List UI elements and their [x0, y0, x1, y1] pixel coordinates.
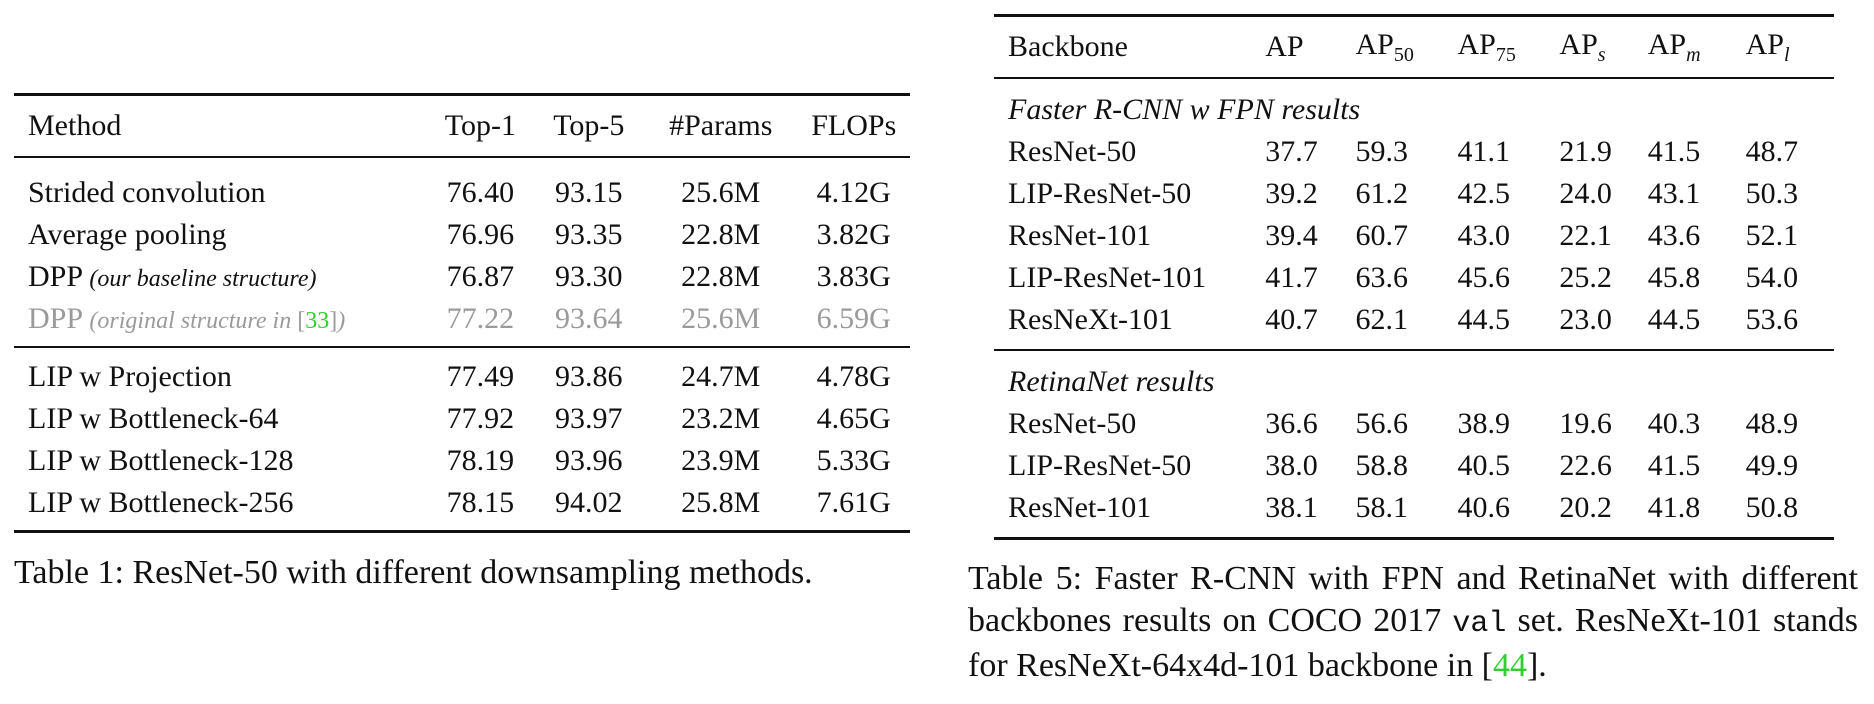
- table-5: [994, 14, 1834, 540]
- table-row: [14, 256, 910, 298]
- table-row: [994, 215, 1834, 257]
- ap-cell: 38.1: [1265, 491, 1318, 524]
- apl-cell: 54.0: [1745, 261, 1799, 294]
- header-top5: Top-5: [534, 95, 644, 158]
- ref-bracket-close: ]: [329, 308, 338, 334]
- top5-cell: 93.15: [555, 176, 623, 209]
- header-ap75: [1457, 16, 1559, 79]
- apl-cell: 50.8: [1745, 491, 1799, 524]
- top5-cell: 94.02: [555, 486, 623, 519]
- backbone-cell: LIP-ResNet-50: [1008, 449, 1192, 482]
- note-text: ): [337, 308, 346, 334]
- method-note: [89, 308, 345, 334]
- table-row: [994, 487, 1834, 539]
- table-row: [14, 214, 910, 256]
- table-5-header-row: [994, 16, 1834, 79]
- top5-cell: 93.35: [555, 218, 623, 251]
- apm-cell: 43.6: [1647, 219, 1701, 252]
- section-title-row: [994, 78, 1834, 131]
- header-ap50-base: AP: [1355, 27, 1394, 61]
- table-1-caption: Table 1: ResNet-50 with different downsampling methods.: [14, 554, 813, 591]
- caption-text: ].: [1526, 647, 1547, 684]
- ap-cell: 39.4: [1265, 219, 1318, 252]
- apl-cell: 50.3: [1745, 177, 1799, 210]
- top5-cell: 93.97: [555, 402, 623, 435]
- apm-cell: 44.5: [1648, 299, 1746, 350]
- top1-cell: 77.22: [427, 298, 533, 347]
- caption-code: val: [1452, 607, 1507, 641]
- params-cell: 25.6M: [681, 176, 761, 209]
- header-apl-sub: l: [1784, 43, 1790, 66]
- top5-cell: 93.96: [555, 444, 623, 477]
- top1-cell: 78.15: [446, 486, 515, 519]
- ap75-cell: 42.5: [1457, 177, 1510, 210]
- table-row: [994, 403, 1834, 445]
- method-cell: Average pooling: [28, 218, 227, 251]
- params-cell: 22.8M: [681, 218, 761, 251]
- header-apm: [1648, 16, 1746, 79]
- table-1-header-row: [14, 95, 910, 158]
- header-aps: [1559, 16, 1647, 79]
- ap-cell: 36.6: [1265, 407, 1318, 440]
- table-5-caption: [968, 558, 1858, 687]
- method-cell: [14, 256, 427, 298]
- table-row: [14, 298, 910, 347]
- table-row: [994, 257, 1834, 299]
- flops-cell: 3.83G: [816, 260, 891, 293]
- header-apl: [1746, 16, 1834, 79]
- header-ap: AP: [1265, 16, 1355, 79]
- method-name: DPP: [28, 260, 82, 293]
- aps-cell: 21.9: [1559, 135, 1612, 168]
- flops-cell: 5.33G: [816, 444, 891, 477]
- ap50-cell: 60.7: [1355, 219, 1408, 252]
- ap75-cell: 41.1: [1457, 135, 1510, 168]
- params-cell: 23.9M: [681, 444, 761, 477]
- apl-cell: 52.1: [1745, 219, 1799, 252]
- top5-cell: 93.86: [555, 360, 623, 393]
- ap-cell: 38.0: [1265, 449, 1318, 482]
- method-cell: Strided convolution: [28, 176, 266, 209]
- method-cell: LIP w Bottleneck-256: [28, 486, 294, 519]
- aps-cell: 22.6: [1559, 449, 1612, 482]
- citation-link[interactable]: 44: [1492, 647, 1527, 684]
- aps-cell: 19.6: [1559, 407, 1612, 440]
- ap50-cell: 61.2: [1355, 177, 1408, 210]
- method-cell: LIP w Projection: [28, 360, 232, 393]
- top1-cell: 76.40: [446, 176, 515, 209]
- ap50-cell: 58.1: [1355, 491, 1408, 524]
- ap75-cell: 40.6: [1457, 491, 1510, 524]
- method-cell: [14, 298, 427, 347]
- table-row: [994, 131, 1834, 173]
- header-flops: FLOPs: [797, 95, 910, 158]
- section-title: Faster R-CNN w FPN results: [1008, 93, 1361, 126]
- apm-cell: 41.5: [1647, 449, 1701, 482]
- header-top1: Top-1: [427, 95, 533, 158]
- ap75-cell: 45.6: [1457, 261, 1510, 294]
- backbone-cell: ResNet-50: [1008, 135, 1137, 168]
- params-cell: 23.2M: [681, 402, 761, 435]
- ap-cell: 39.2: [1265, 177, 1318, 210]
- apl-cell: 48.7: [1745, 135, 1799, 168]
- header-method: Method: [14, 95, 427, 158]
- apl-cell: 48.9: [1745, 407, 1799, 440]
- ap50-cell: 63.6: [1355, 261, 1408, 294]
- flops-cell: 7.61G: [816, 486, 891, 519]
- header-ap75-base: AP: [1457, 27, 1496, 61]
- ap50-cell: 58.8: [1355, 449, 1408, 482]
- header-ap75-sub: 75: [1495, 43, 1516, 66]
- top1-cell: 76.87: [446, 260, 515, 293]
- apm-cell: 41.8: [1647, 491, 1701, 524]
- header-aps-base: AP: [1559, 27, 1598, 61]
- params-cell: 25.8M: [681, 486, 761, 519]
- apm-cell: 45.8: [1647, 261, 1701, 294]
- ap50-cell: 56.6: [1355, 407, 1408, 440]
- backbone-cell: LIP-ResNet-50: [1008, 177, 1192, 210]
- table-row: [14, 482, 910, 532]
- top1-cell: 77.49: [446, 360, 515, 393]
- header-apm-sub: m: [1686, 43, 1701, 66]
- top1-cell: 76.96: [446, 218, 515, 251]
- method-cell: LIP w Bottleneck-64: [28, 402, 279, 435]
- params-cell: 24.7M: [681, 360, 761, 393]
- ap75-cell: 44.5: [1457, 299, 1559, 350]
- aps-cell: 22.1: [1559, 219, 1612, 252]
- header-apl-base: AP: [1745, 27, 1784, 61]
- note-text: (original structure in: [89, 308, 298, 334]
- apm-cell: 41.5: [1647, 135, 1701, 168]
- table-row: [994, 445, 1834, 487]
- flops-cell: 4.12G: [816, 176, 891, 209]
- table-row: [14, 440, 910, 482]
- apl-cell: 49.9: [1745, 449, 1799, 482]
- top5-cell: 93.64: [534, 298, 644, 347]
- flops-cell: 6.59G: [797, 298, 910, 347]
- table-row: [994, 173, 1834, 215]
- apl-cell: 53.6: [1746, 299, 1834, 350]
- aps-cell: 25.2: [1559, 261, 1612, 294]
- top1-cell: 78.19: [446, 444, 515, 477]
- backbone-cell: ResNet-50: [1008, 407, 1137, 440]
- aps-cell: 24.0: [1559, 177, 1612, 210]
- backbone-cell: ResNet-101: [1008, 219, 1152, 252]
- caption-text: Table 5: Faster R-CNN with FPN and RetinaNet with different backbones results on COCO 2017: [968, 560, 1858, 639]
- header-apm-base: AP: [1647, 27, 1687, 61]
- header-ap50: [1355, 16, 1457, 79]
- aps-cell: 20.2: [1559, 491, 1612, 524]
- backbone-cell: ResNet-101: [1008, 491, 1152, 524]
- header-params: #Params: [644, 95, 797, 158]
- method-cell: LIP w Bottleneck-128: [28, 444, 294, 477]
- section-title-row: [994, 350, 1834, 403]
- backbone-cell: ResNeXt-101: [994, 299, 1265, 350]
- flops-cell: 4.65G: [816, 402, 891, 435]
- method-note: (our baseline structure): [89, 266, 317, 292]
- section-title: RetinaNet results: [1008, 365, 1215, 398]
- apm-cell: 40.3: [1647, 407, 1701, 440]
- backbone-cell: LIP-ResNet-101: [1008, 261, 1207, 294]
- flops-cell: 4.78G: [816, 360, 891, 393]
- ap-cell: 37.7: [1265, 135, 1318, 168]
- header-aps-sub: s: [1597, 43, 1606, 66]
- ap-cell: 40.7: [1265, 299, 1355, 350]
- ap50-cell: 62.1: [1355, 299, 1457, 350]
- table-row: [14, 157, 910, 214]
- ref-bracket-open: [: [297, 308, 306, 334]
- params-cell: 25.6M: [644, 298, 797, 347]
- citation-link[interactable]: 33: [305, 308, 330, 334]
- ap-cell: 41.7: [1265, 261, 1318, 294]
- flops-cell: 3.82G: [816, 218, 891, 251]
- header-backbone: Backbone: [994, 16, 1265, 79]
- table-row: [994, 299, 1834, 350]
- header-ap50-sub: 50: [1393, 43, 1414, 66]
- params-cell: 22.8M: [681, 260, 761, 293]
- ap75-cell: 40.5: [1457, 449, 1510, 482]
- table-row: [14, 398, 910, 440]
- top1-cell: 77.92: [446, 402, 515, 435]
- table-row: [14, 347, 910, 398]
- caption-text: set. ResNeXt-101 stands for ResNeXt-64x4d-101 backbone in [: [968, 602, 1858, 684]
- ap50-cell: 59.3: [1355, 135, 1408, 168]
- apm-cell: 43.1: [1647, 177, 1701, 210]
- method-name: DPP: [28, 302, 82, 335]
- table-1: [14, 93, 910, 533]
- ap75-cell: 43.0: [1457, 219, 1510, 252]
- ap75-cell: 38.9: [1457, 407, 1510, 440]
- aps-cell: 23.0: [1559, 299, 1647, 350]
- top5-cell: 93.30: [555, 260, 623, 293]
